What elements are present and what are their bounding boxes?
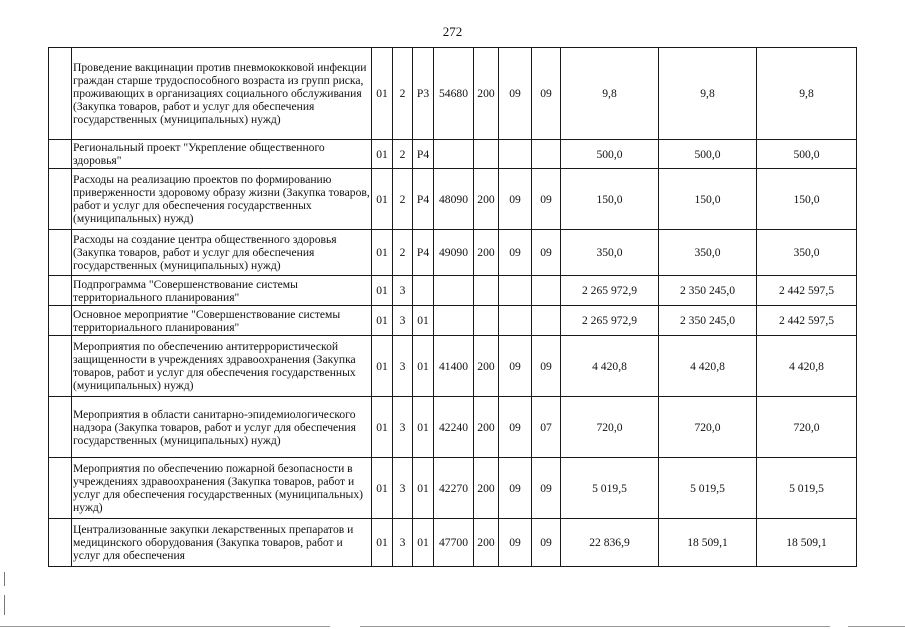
code-section: 09 — [499, 169, 532, 230]
table-row — [49, 519, 857, 567]
code-event: Р3 — [413, 48, 434, 140]
row-description: Основное мероприятие "Совершенствование системы территориального планирования" — [72, 306, 372, 336]
code-subprogram: 2 — [393, 230, 413, 276]
scan-mark — [4, 572, 5, 586]
code-event: 01 — [413, 306, 434, 336]
row-number — [49, 458, 72, 519]
amount-year-3: 18 509,1 — [757, 519, 857, 567]
code-subsection: 09 — [532, 519, 561, 567]
code-subsection — [532, 306, 561, 336]
code-program: 01 — [372, 48, 393, 140]
code-expense-type: 200 — [474, 230, 499, 276]
row-number — [49, 397, 72, 458]
row-number — [49, 276, 72, 306]
code-expense-type — [474, 276, 499, 306]
code-subprogram: 3 — [393, 306, 413, 336]
code-subprogram: 3 — [393, 519, 413, 567]
code-program: 01 — [372, 397, 393, 458]
row-number — [49, 336, 72, 397]
code-event: 01 — [413, 336, 434, 397]
code-expense-type — [474, 306, 499, 336]
code-program: 01 — [372, 458, 393, 519]
code-program: 01 — [372, 140, 393, 169]
code-direction — [434, 140, 474, 169]
code-expense-type: 200 — [474, 458, 499, 519]
code-program: 01 — [372, 519, 393, 567]
row-number — [49, 169, 72, 230]
amount-year-2: 2 350 245,0 — [659, 276, 757, 306]
amount-year-1: 2 265 972,9 — [561, 306, 659, 336]
row-description: Расходы на создание центра общественного здоровья (Закупка товаров, работ и услуг для обеспечения государственных (муниципальных) нужд) — [72, 230, 372, 276]
amount-year-2: 5 019,5 — [659, 458, 757, 519]
code-event: Р4 — [413, 140, 434, 169]
code-expense-type — [474, 140, 499, 169]
code-direction: 41400 — [434, 336, 474, 397]
amount-year-3: 150,0 — [757, 169, 857, 230]
amount-year-1: 720,0 — [561, 397, 659, 458]
code-direction — [434, 276, 474, 306]
code-direction: 42240 — [434, 397, 474, 458]
row-description: Региональный проект "Укрепление общественного здоровья" — [72, 140, 372, 169]
code-subsection: 07 — [532, 397, 561, 458]
code-subsection: 09 — [532, 336, 561, 397]
code-program: 01 — [372, 306, 393, 336]
table-row — [49, 48, 857, 140]
amount-year-2: 2 350 245,0 — [659, 306, 757, 336]
code-expense-type: 200 — [474, 519, 499, 567]
code-subprogram: 2 — [393, 169, 413, 230]
row-number — [49, 519, 72, 567]
row-description: Мероприятия в области санитарно-эпидемиологического надзора (Закупка товаров, работ и услуг для обеспечения государственных (муниципальных) нужд) — [72, 397, 372, 458]
amount-year-3: 720,0 — [757, 397, 857, 458]
code-subprogram: 3 — [393, 336, 413, 397]
code-expense-type: 200 — [474, 48, 499, 140]
code-section: 09 — [499, 397, 532, 458]
code-program: 01 — [372, 276, 393, 306]
code-subsection: 09 — [532, 230, 561, 276]
code-subprogram: 2 — [393, 48, 413, 140]
amount-year-1: 500,0 — [561, 140, 659, 169]
table-row — [49, 169, 857, 230]
row-description: Мероприятия по обеспечению пожарной безопасности в учреждениях здравоохранения (Закупка товаров, работ и услуг для обеспечения государственных (муниципальных) нужд) — [72, 458, 372, 519]
code-program: 01 — [372, 230, 393, 276]
amount-year-2: 4 420,8 — [659, 336, 757, 397]
code-subprogram: 3 — [393, 276, 413, 306]
budget-table — [48, 47, 857, 567]
amount-year-2: 350,0 — [659, 230, 757, 276]
code-program: 01 — [372, 336, 393, 397]
scan-edge-line — [360, 626, 830, 627]
amount-year-3: 5 019,5 — [757, 458, 857, 519]
amount-year-1: 5 019,5 — [561, 458, 659, 519]
table-row — [49, 276, 857, 306]
amount-year-3: 9,8 — [757, 48, 857, 140]
code-event: 01 — [413, 458, 434, 519]
code-direction: 48090 — [434, 169, 474, 230]
code-section: 09 — [499, 458, 532, 519]
amount-year-1: 4 420,8 — [561, 336, 659, 397]
code-section — [499, 306, 532, 336]
code-section: 09 — [499, 48, 532, 140]
code-expense-type: 200 — [474, 397, 499, 458]
code-section — [499, 276, 532, 306]
amount-year-1: 9,8 — [561, 48, 659, 140]
code-expense-type: 200 — [474, 169, 499, 230]
code-subsection: 09 — [532, 169, 561, 230]
amount-year-1: 22 836,9 — [561, 519, 659, 567]
page-number: 272 — [442, 24, 463, 39]
table-row — [49, 458, 857, 519]
table-row — [49, 306, 857, 336]
table-row — [49, 336, 857, 397]
table-row — [49, 140, 857, 169]
code-section: 09 — [499, 230, 532, 276]
code-subsection — [532, 140, 561, 169]
amount-year-2: 9,8 — [659, 48, 757, 140]
code-event: Р4 — [413, 230, 434, 276]
row-number — [49, 306, 72, 336]
row-number — [49, 48, 72, 140]
amount-year-1: 150,0 — [561, 169, 659, 230]
code-event — [413, 276, 434, 306]
code-section: 09 — [499, 519, 532, 567]
amount-year-2: 18 509,1 — [659, 519, 757, 567]
row-description: Централизованные закупки лекарственных препаратов и медицинского оборудования (Закупка товаров, работ и услуг для обеспечения — [72, 519, 372, 567]
row-description: Мероприятия по обеспечению антитеррористической защищенности в учреждениях здравоохранения (Закупка товаров, работ и услуг для обеспечения государственных (муниципальных) нужд) — [72, 336, 372, 397]
code-subprogram: 3 — [393, 458, 413, 519]
amount-year-3: 350,0 — [757, 230, 857, 276]
code-expense-type: 200 — [474, 336, 499, 397]
code-event: 01 — [413, 397, 434, 458]
code-direction: 49090 — [434, 230, 474, 276]
code-direction — [434, 306, 474, 336]
row-description: Проведение вакцинации против пневмококковой инфекции граждан старше трудоспособного возраста из групп риска, проживающих в организациях социального обслуживания (Закупка товаров, работ и услуг для обеспечения государственных (муниципальных) нужд) — [72, 48, 372, 140]
code-subprogram: 2 — [393, 140, 413, 169]
row-description: Подпрограмма "Совершенствование системы территориального планирования" — [72, 276, 372, 306]
row-number — [49, 230, 72, 276]
amount-year-1: 2 265 972,9 — [561, 276, 659, 306]
amount-year-3: 500,0 — [757, 140, 857, 169]
amount-year-1: 350,0 — [561, 230, 659, 276]
scan-edge-line — [848, 626, 905, 627]
row-description: Расходы на реализацию проектов по формированию приверженности здоровому образу жизни (Закупка товаров, работ и услуг для обеспечения государственных (муниципальных) нужд) — [72, 169, 372, 230]
code-direction: 54680 — [434, 48, 474, 140]
amount-year-3: 2 442 597,5 — [757, 276, 857, 306]
code-direction: 47700 — [434, 519, 474, 567]
code-event: Р4 — [413, 169, 434, 230]
code-subsection — [532, 276, 561, 306]
code-subprogram: 3 — [393, 397, 413, 458]
table-body — [49, 48, 857, 567]
code-section — [499, 140, 532, 169]
amount-year-3: 2 442 597,5 — [757, 306, 857, 336]
code-subsection: 09 — [532, 458, 561, 519]
code-direction: 42270 — [434, 458, 474, 519]
code-subsection: 09 — [532, 48, 561, 140]
amount-year-2: 500,0 — [659, 140, 757, 169]
scan-mark — [4, 595, 5, 615]
table-row — [49, 397, 857, 458]
amount-year-3: 4 420,8 — [757, 336, 857, 397]
code-program: 01 — [372, 169, 393, 230]
code-section: 09 — [499, 336, 532, 397]
scan-edge-line — [0, 626, 330, 627]
amount-year-2: 720,0 — [659, 397, 757, 458]
code-event: 01 — [413, 519, 434, 567]
row-number — [49, 140, 72, 169]
table-row — [49, 230, 857, 276]
amount-year-2: 150,0 — [659, 169, 757, 230]
